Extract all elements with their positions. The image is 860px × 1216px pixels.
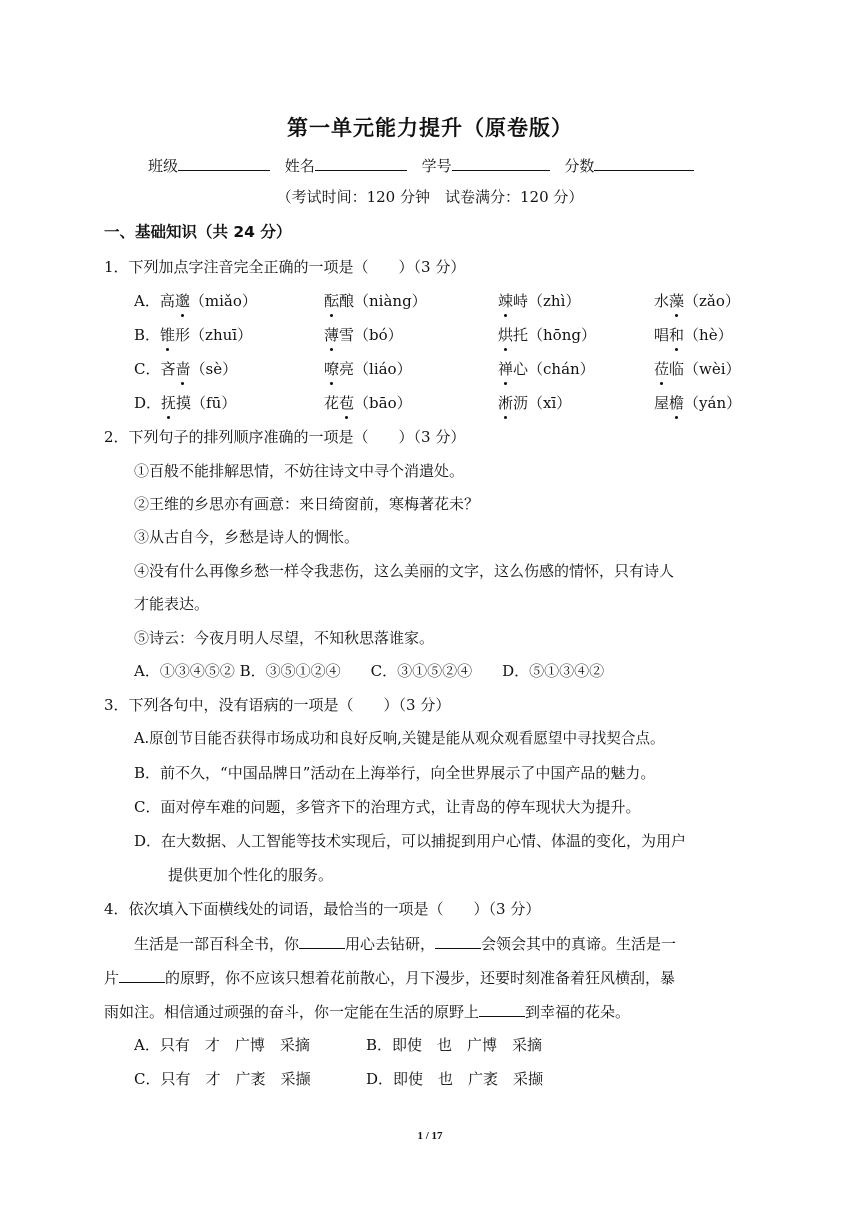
option-pinyin: 心（chán） bbox=[513, 360, 595, 378]
dotted-character: 檐 bbox=[669, 394, 685, 412]
question-1-option-item bbox=[654, 358, 741, 380]
question-1-option-item bbox=[654, 290, 740, 312]
question-4-option-b: B．即使 也 广博 采摘 bbox=[366, 1036, 543, 1054]
question-1-option-item bbox=[134, 358, 237, 380]
question-2-sentence-5: ⑤诗云：今夜月明人尽望，不知秋思落谁家。 bbox=[134, 629, 435, 647]
question-1-option-item bbox=[654, 392, 741, 414]
option-pinyin: （bāo） bbox=[354, 394, 412, 412]
question-4-option-a: A．只有 才 广博 采摘 bbox=[134, 1036, 310, 1054]
dotted-character: 薄 bbox=[324, 326, 340, 344]
question-2-sentence-2: ②王维的乡思亦有画意：来日绮窗前，寒梅著花未？ bbox=[134, 495, 480, 513]
option-text: 水 bbox=[654, 292, 670, 310]
question-1-option-item bbox=[498, 290, 580, 312]
question-3-option-b: B．前不久，“中国品牌日”活动在上海举行，向全世界展示了中国产品的魅力。 bbox=[134, 764, 656, 782]
class-label: 班级 bbox=[148, 157, 179, 175]
question-1-stem: 1．下列加点字注音完全正确的一项是（ ）（3 分） bbox=[104, 258, 466, 276]
question-3-option-a: A.原创节目能否获得市场成功和良好反响,关键是能从观众观看愿望中寻找契合点。 bbox=[134, 730, 665, 747]
question-3-option-c: C．面对停车难的问题，多管齐下的治理方式，让青岛的停车现状大为提升。 bbox=[134, 798, 641, 816]
passage-text: 片 bbox=[104, 969, 120, 987]
question-4-passage-line-2 bbox=[104, 966, 675, 989]
class-field bbox=[148, 154, 270, 177]
passage-text: 生活是一部百科全书，你 bbox=[134, 935, 300, 953]
option-pinyin: 临（wèi） bbox=[669, 360, 741, 378]
question-4-stem: 4．依次填入下面横线处的词语，最恰当的一项是（ ）（3 分） bbox=[104, 900, 541, 918]
option-pinyin: 峙（zhì） bbox=[513, 292, 581, 310]
dotted-character: 竦 bbox=[498, 292, 514, 310]
question-1-option-item bbox=[134, 392, 236, 414]
page-number: 1 / 17 bbox=[417, 1130, 443, 1142]
question-4-passage-line-1 bbox=[134, 932, 676, 955]
question-1-option-item bbox=[324, 324, 403, 346]
dotted-character: 禅 bbox=[498, 360, 514, 378]
student-info-row bbox=[148, 154, 704, 177]
section-heading: 一、基础知识（共 24 分） bbox=[104, 223, 292, 241]
dotted-character: 淅 bbox=[498, 394, 514, 412]
option-text: 花 bbox=[324, 394, 340, 412]
option-pinyin: 亮（liáo） bbox=[339, 360, 412, 378]
option-pinyin: （miǎo） bbox=[189, 292, 257, 310]
option-pinyin: 形（zhuī） bbox=[175, 326, 253, 344]
student-id-blank[interactable] bbox=[452, 154, 550, 171]
option-text: 屋 bbox=[654, 394, 670, 412]
score-label: 分数 bbox=[564, 157, 595, 175]
question-2-sentence-4-cont: 才能表达。 bbox=[134, 595, 210, 613]
fill-blank-2[interactable] bbox=[435, 932, 481, 949]
question-1-option-item bbox=[654, 324, 733, 346]
passage-text: 雨如注。相信通过顽强的奋斗，你一定能在生活的原野上 bbox=[104, 1003, 480, 1021]
dotted-character: 嘹 bbox=[324, 360, 340, 378]
question-1-option-item bbox=[498, 324, 596, 346]
question-2-sentence-3: ③从古自今，乡愁是诗人的惆怅。 bbox=[134, 528, 360, 546]
name-field bbox=[285, 154, 407, 177]
option-pinyin: （sè） bbox=[190, 360, 238, 378]
question-2-stem: 2．下列句子的排列顺序准确的一项是（ ）（3 分） bbox=[104, 428, 466, 446]
question-3-option-d-cont: 提供更加个性化的服务。 bbox=[168, 866, 334, 884]
question-4-passage-line-3 bbox=[104, 1000, 630, 1023]
option-pinyin: （zǎo） bbox=[684, 292, 740, 310]
option-pinyin: 托（hōng） bbox=[513, 326, 596, 344]
option-text: D． bbox=[134, 394, 162, 412]
question-1-option-item bbox=[324, 392, 412, 414]
option-text: C．吝 bbox=[134, 360, 176, 378]
question-1-option-item bbox=[134, 290, 257, 312]
fill-blank-1[interactable] bbox=[299, 932, 345, 949]
passage-text: 到幸福的花朵。 bbox=[525, 1003, 631, 1021]
option-text: B． bbox=[134, 326, 161, 344]
option-pinyin: 酿（niàng） bbox=[339, 292, 427, 310]
option-pinyin: （hè） bbox=[684, 326, 733, 344]
dotted-character: 锥 bbox=[160, 326, 176, 344]
question-1-option-item bbox=[324, 290, 427, 312]
passage-text: 用心去钻研， bbox=[345, 935, 436, 953]
option-text: A．高 bbox=[134, 292, 175, 310]
dotted-character: 啬 bbox=[175, 360, 191, 378]
option-text: 唱 bbox=[654, 326, 670, 344]
option-pinyin: 沥（xī） bbox=[513, 394, 572, 412]
question-2-options: A．①③④⑤② B．③⑤①②④ C．③①⑤②④ D．⑤①③④② bbox=[134, 662, 605, 680]
student-id-field bbox=[422, 154, 550, 177]
score-field bbox=[564, 154, 694, 177]
name-label: 姓名 bbox=[284, 157, 315, 175]
dotted-character: 和 bbox=[669, 326, 685, 344]
passage-text: 会领会其中的真谛。生活是一 bbox=[481, 935, 677, 953]
question-2-sentence-4: ④没有什么再像乡愁一样令我悲伤，这么美丽的文字，这么伤感的情怀，只有诗人 bbox=[134, 562, 675, 580]
question-1-option-item bbox=[134, 324, 252, 346]
option-pinyin: （yán） bbox=[684, 394, 742, 412]
question-4-option-c: C．只有 才 广袤 采撷 bbox=[134, 1070, 311, 1088]
question-1-option-item bbox=[324, 358, 412, 380]
score-blank[interactable] bbox=[594, 154, 694, 171]
question-3-stem: 3．下列各句中，没有语病的一项是（ ）（3 分） bbox=[104, 696, 451, 714]
dotted-character: 烘 bbox=[498, 326, 514, 344]
question-2-sentence-1: ①百般不能排解思情，不妨往诗文中寻个消遣处。 bbox=[134, 462, 465, 480]
dotted-character: 莅 bbox=[654, 360, 670, 378]
student-id-label: 学号 bbox=[421, 157, 452, 175]
exam-info: （考试时间：120 分钟 试卷满分：120 分） bbox=[276, 188, 584, 206]
question-1-option-item bbox=[498, 358, 595, 380]
passage-text: 的原野，你不应该只想着花前散心，月下漫步，还要时刻准备着狂风横刮，暴 bbox=[165, 969, 676, 987]
option-pinyin: 雪（bó） bbox=[339, 326, 403, 344]
dotted-character: 苞 bbox=[339, 394, 355, 412]
dotted-character: 酝 bbox=[324, 292, 340, 310]
dotted-character: 抚 bbox=[161, 394, 177, 412]
fill-blank-4[interactable] bbox=[479, 1000, 525, 1017]
question-3-option-d: D．在大数据、人工智能等技术实现后，可以捕捉到用户心情、体温的变化，为用户 bbox=[134, 832, 687, 850]
fill-blank-3[interactable] bbox=[119, 966, 165, 983]
question-4-option-d: D．即使 也 广袤 采撷 bbox=[366, 1070, 544, 1088]
option-pinyin: 摸（fū） bbox=[176, 394, 237, 412]
question-1-option-item bbox=[498, 392, 571, 414]
dotted-character: 藻 bbox=[669, 292, 685, 310]
class-blank[interactable] bbox=[178, 154, 270, 171]
page-title: 第一单元能力提升（原卷版） bbox=[287, 116, 573, 140]
name-blank[interactable] bbox=[315, 154, 407, 171]
dotted-character: 邈 bbox=[174, 292, 190, 310]
